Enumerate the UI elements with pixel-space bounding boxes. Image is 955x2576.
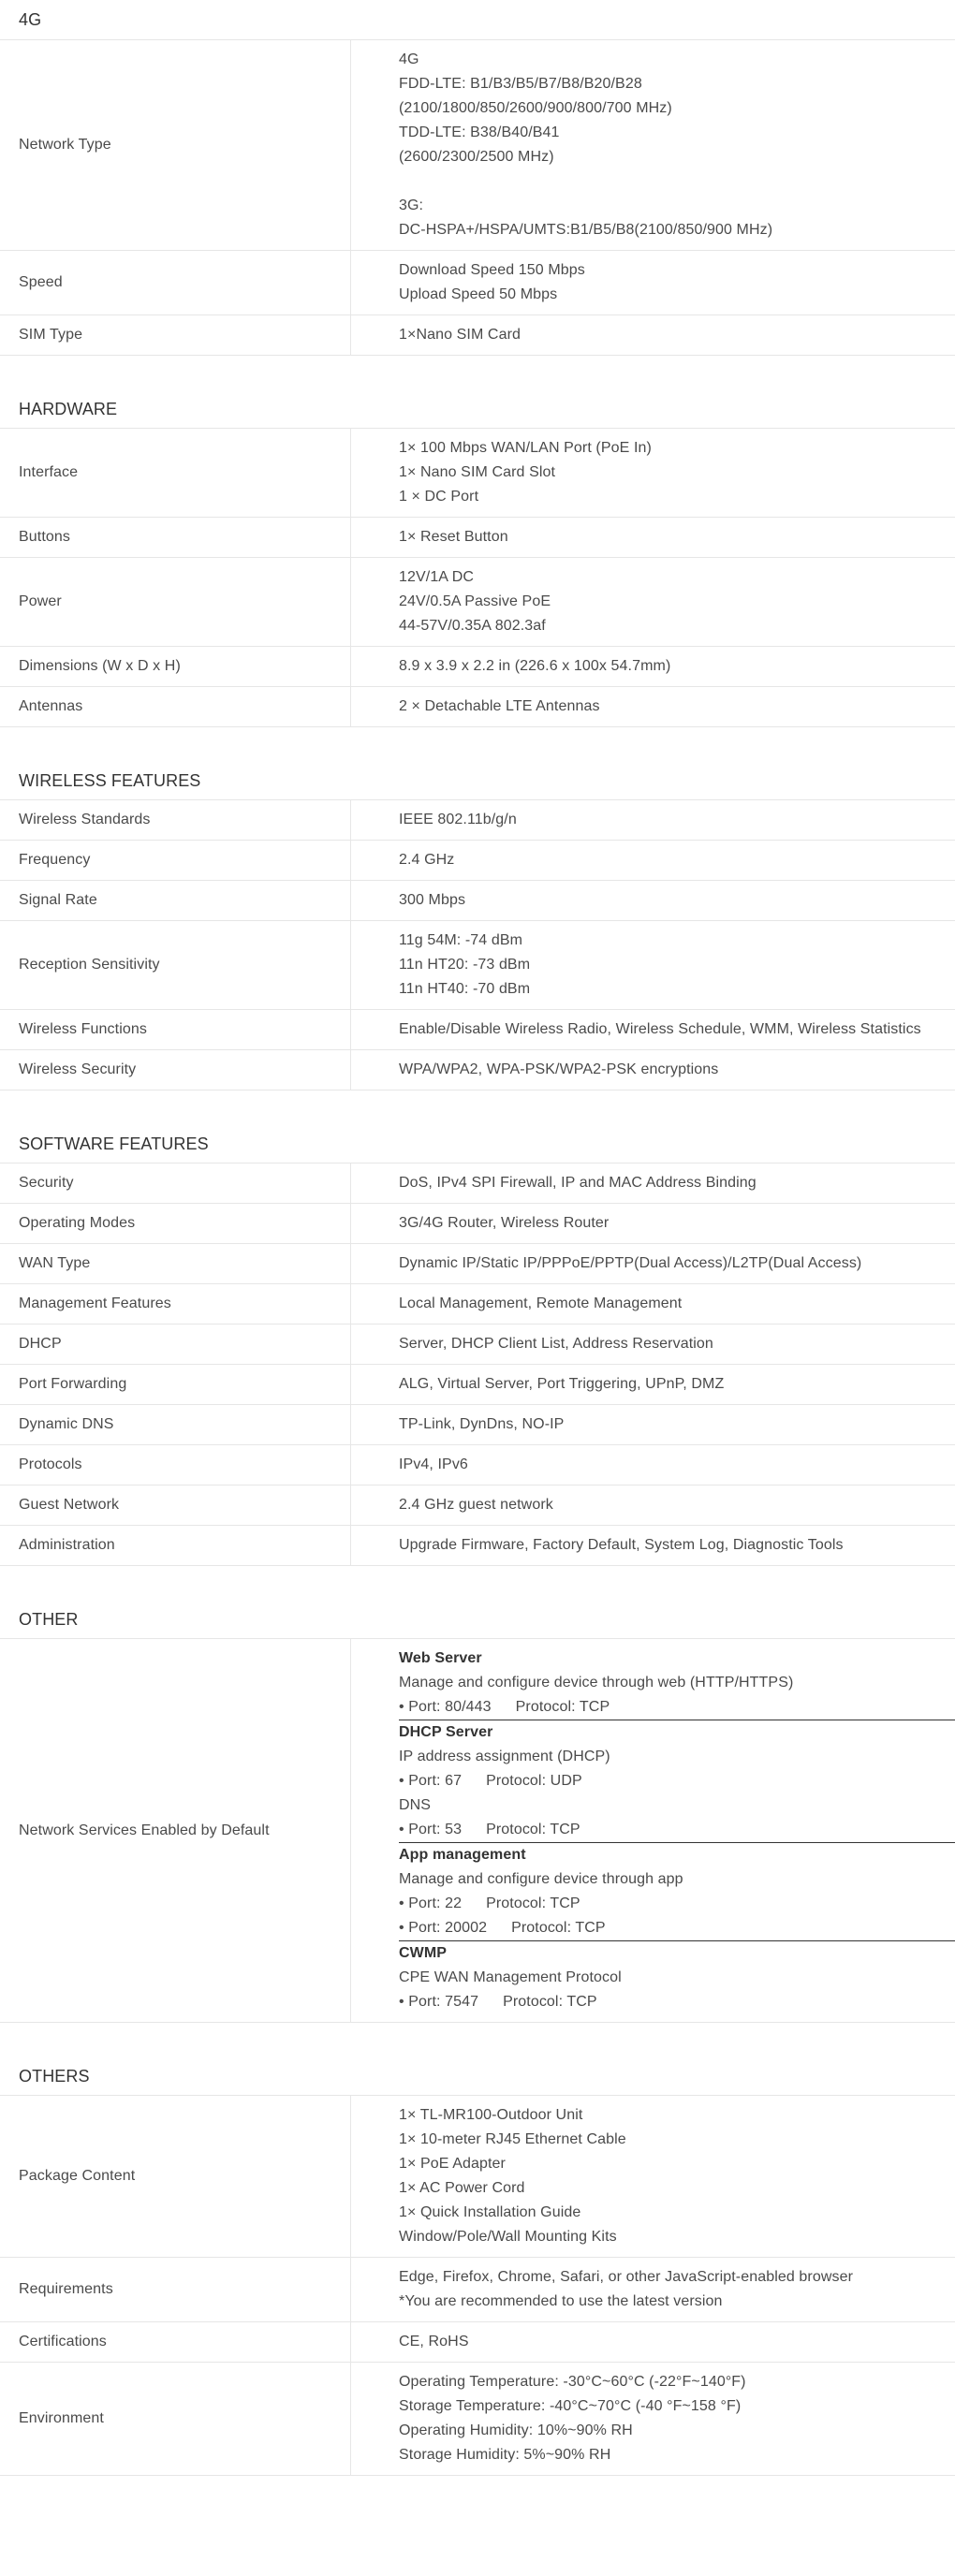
- spec-value: [351, 1526, 955, 1565]
- spec-value: [351, 558, 955, 646]
- blank-line: [399, 169, 955, 194]
- spec-row: [0, 1284, 955, 1325]
- section-gap: [0, 2023, 955, 2057]
- service-description: Manage and configure device through app: [399, 1871, 683, 1887]
- spec-value-line: Operating Humidity: 10%~90% RH: [399, 2422, 633, 2438]
- spec-row: [0, 1445, 955, 1486]
- service-title: Web Server: [399, 1650, 482, 1666]
- spec-value-line: Edge, Firefox, Chrome, Safari, or other JavaScript-enabled browser: [399, 2269, 854, 2285]
- spec-row: [0, 1244, 955, 1284]
- service-port: • Port: 20002: [399, 1920, 488, 1936]
- section-gap: [0, 1090, 955, 1125]
- spec-row: [0, 800, 955, 841]
- spec-value-line: Upgrade Firmware, Factory Default, System Log, Diagnostic Tools: [399, 1537, 844, 1553]
- service-port: • Port: 67: [399, 1773, 463, 1789]
- spec-value: [351, 921, 955, 1009]
- spec-value-line: IPv4, IPv6: [399, 1456, 468, 1472]
- spec-row: [0, 841, 955, 881]
- section-gap: [0, 1566, 955, 1601]
- spec-value-line: 3G/4G Router, Wireless Router: [399, 1215, 610, 1231]
- service-port: • Port: 53: [399, 1822, 463, 1837]
- spec-value-line: 1× AC Power Cord: [399, 2180, 525, 2196]
- spec-row: [0, 251, 955, 315]
- spec-label: Network Services Enabled by Default: [0, 1639, 351, 2022]
- spec-row: [0, 1486, 955, 1526]
- spec-value: [351, 1204, 955, 1243]
- spec-value: [351, 1445, 955, 1485]
- spec-value-line: Storage Humidity: 5%~90% RH: [399, 2447, 611, 2463]
- spec-row: [0, 518, 955, 558]
- spec-row: [0, 558, 955, 647]
- spec-value-line: CE, RoHS: [399, 2334, 469, 2349]
- spec-value-line: 12V/1A DC: [399, 569, 475, 585]
- section-heading: HARDWARE: [0, 390, 955, 429]
- spec-value-line: 11g 54M: -74 dBm: [399, 932, 523, 948]
- section-gap: [0, 356, 955, 390]
- spec-label: WAN Type: [0, 1244, 351, 1283]
- spec-value: [351, 1365, 955, 1404]
- service-block: [399, 1647, 955, 1720]
- spec-value-line: DC-HSPA+/HSPA/UMTS:B1/B5/B8(2100/850/900 MHz): [399, 222, 773, 238]
- spec-value: [351, 1050, 955, 1090]
- spec-value-line: Window/Pole/Wall Mounting Kits: [399, 2229, 617, 2245]
- spec-value-line: TP-Link, DynDns, NO-IP: [399, 1416, 565, 1432]
- spec-row: [0, 315, 955, 356]
- spec-label: Requirements: [0, 2258, 351, 2321]
- spec-value: [351, 841, 955, 880]
- spec-value: [351, 518, 955, 557]
- spec-label: Package Content: [0, 2096, 351, 2257]
- section-heading: SOFTWARE FEATURES: [0, 1125, 955, 1164]
- spec-label: Protocols: [0, 1445, 351, 1485]
- spec-value-line: 2.4 GHz: [399, 852, 455, 868]
- spec-label: Power: [0, 558, 351, 646]
- spec-label: Guest Network: [0, 1486, 351, 1525]
- service-port-line: [399, 1695, 955, 1720]
- spec-value: [351, 2096, 955, 2257]
- spec-label: DHCP: [0, 1325, 351, 1364]
- spec-value-line: 1× 100 Mbps WAN/LAN Port (PoE In): [399, 440, 652, 456]
- spec-value-line: DoS, IPv4 SPI Firewall, IP and MAC Address Binding: [399, 1175, 757, 1191]
- service-protocol: Protocol: TCP: [503, 1994, 597, 2010]
- spec-row: [0, 921, 955, 1010]
- service-block: [399, 1842, 955, 1940]
- spec-value-line: Enable/Disable Wireless Radio, Wireless Schedule, WMM, Wireless Statistics: [399, 1021, 921, 1037]
- spec-value: [351, 1010, 955, 1049]
- spec-value-line: IEEE 802.11b/g/n: [399, 812, 517, 827]
- service-protocol: Protocol: UDP: [486, 1773, 582, 1789]
- spec-value-line: 3G:: [399, 198, 424, 213]
- spec-value-line: Local Management, Remote Management: [399, 1295, 683, 1311]
- spec-value-line: 8.9 x 3.9 x 2.2 in (226.6 x 100x 54.7mm): [399, 658, 671, 674]
- service-description: CPE WAN Management Protocol: [399, 1969, 622, 1985]
- service-title: DHCP Server: [399, 1724, 493, 1740]
- spec-label: Signal Rate: [0, 881, 351, 920]
- service-subtitle: DNS: [399, 1797, 432, 1813]
- service-description: IP address assignment (DHCP): [399, 1749, 610, 1764]
- spec-value-line: ALG, Virtual Server, Port Triggering, UPnP, DMZ: [399, 1376, 725, 1392]
- spec-value-line: 1× Reset Button: [399, 529, 508, 545]
- spec-label: Management Features: [0, 1284, 351, 1324]
- spec-value-line: Upload Speed 50 Mbps: [399, 286, 558, 302]
- spec-label: Antennas: [0, 687, 351, 726]
- spec-value-line: TDD-LTE: B38/B40/B41: [399, 124, 560, 140]
- spec-value: [351, 429, 955, 517]
- spec-value-line: (2100/1800/850/2600/900/800/700 MHz): [399, 100, 672, 116]
- service-protocol: Protocol: TCP: [486, 1822, 580, 1837]
- spec-label: Security: [0, 1164, 351, 1203]
- spec-value-line: 24V/0.5A Passive PoE: [399, 593, 551, 609]
- spec-label: Reception Sensitivity: [0, 921, 351, 1009]
- spec-value-line: Dynamic IP/Static IP/PPPoE/PPTP(Dual Access)/L2TP(Dual Access): [399, 1255, 862, 1271]
- spec-row: [0, 1405, 955, 1445]
- spec-label: Administration: [0, 1526, 351, 1565]
- spec-value: [351, 251, 955, 315]
- spec-value-line: *You are recommended to use the latest version: [399, 2293, 723, 2309]
- spec-value-line: FDD-LTE: B1/B3/B5/B7/B8/B20/B28: [399, 76, 642, 92]
- spec-value: [351, 2258, 955, 2321]
- spec-label: Frequency: [0, 841, 351, 880]
- service-title: App management: [399, 1847, 526, 1863]
- spec-value: [351, 1486, 955, 1525]
- spec-label: Wireless Security: [0, 1050, 351, 1090]
- spec-value: [351, 1325, 955, 1364]
- spec-row: [0, 1164, 955, 1204]
- spec-value: [351, 1244, 955, 1283]
- spec-value: [351, 1639, 955, 2022]
- spec-label: Dimensions (W x D x H): [0, 647, 351, 686]
- spec-value-line: 1× PoE Adapter: [399, 2156, 506, 2172]
- service-port: • Port: 7547: [399, 1994, 479, 2010]
- spec-row: [0, 2322, 955, 2363]
- service-port: • Port: 22: [399, 1895, 463, 1911]
- spec-value-line: 1× Quick Installation Guide: [399, 2204, 581, 2220]
- service-block: [399, 1940, 955, 2014]
- service-block: [399, 1720, 955, 1842]
- spec-label: Interface: [0, 429, 351, 517]
- spec-row: [0, 1204, 955, 1244]
- spec-row: [0, 2363, 955, 2476]
- spec-value-line: 44-57V/0.35A 802.3af: [399, 618, 546, 634]
- spec-label: Wireless Standards: [0, 800, 351, 840]
- spec-value: [351, 1284, 955, 1324]
- spec-label: Operating Modes: [0, 1204, 351, 1243]
- section-heading: OTHER: [0, 1601, 955, 1639]
- spec-row: [0, 1526, 955, 1566]
- spec-value-line: Operating Temperature: -30°C~60°C (-22°F~140°F): [399, 2374, 746, 2390]
- spec-row: [0, 40, 955, 251]
- spec-value: [351, 2322, 955, 2362]
- spec-value-line: 1× 10-meter RJ45 Ethernet Cable: [399, 2131, 626, 2147]
- spec-row: [0, 1365, 955, 1405]
- spec-label: Speed: [0, 251, 351, 315]
- spec-value-line: (2600/2300/2500 MHz): [399, 149, 554, 165]
- spec-row: [0, 1639, 955, 2023]
- section-heading: 4G: [0, 0, 955, 40]
- spec-label: Dynamic DNS: [0, 1405, 351, 1444]
- service-protocol: Protocol: TCP: [486, 1895, 580, 1911]
- spec-label: Environment: [0, 2363, 351, 2475]
- section-gap: [0, 727, 955, 762]
- spec-value: [351, 687, 955, 726]
- spec-value-line: Storage Temperature: -40°C~70°C (-40 °F~158 °F): [399, 2398, 742, 2414]
- spec-row: [0, 687, 955, 727]
- spec-value-line: 1×Nano SIM Card: [399, 327, 522, 343]
- service-port-line: [399, 1892, 955, 1916]
- spec-label: Network Type: [0, 40, 351, 250]
- spec-value-line: 300 Mbps: [399, 892, 466, 908]
- spec-value: [351, 1405, 955, 1444]
- spec-row: [0, 1050, 955, 1090]
- spec-value: [351, 1164, 955, 1203]
- spec-value: [351, 40, 955, 250]
- spec-value: [351, 881, 955, 920]
- spec-label: SIM Type: [0, 315, 351, 355]
- section-heading: WIRELESS FEATURES: [0, 762, 955, 800]
- spec-label: Wireless Functions: [0, 1010, 351, 1049]
- spec-value-line: 1 × DC Port: [399, 489, 479, 505]
- spec-value-line: 1× Nano SIM Card Slot: [399, 464, 556, 480]
- spec-row: [0, 1010, 955, 1050]
- spec-label: Buttons: [0, 518, 351, 557]
- service-port-line: [399, 1990, 955, 2014]
- spec-value-line: 4G: [399, 51, 419, 67]
- spec-row: [0, 1325, 955, 1365]
- spec-value: [351, 647, 955, 686]
- spec-value-line: 2 × Detachable LTE Antennas: [399, 698, 600, 714]
- service-port-line: [399, 1818, 955, 1842]
- spec-row: [0, 647, 955, 687]
- spec-value-line: 11n HT40: -70 dBm: [399, 981, 531, 997]
- service-port: • Port: 80/443: [399, 1699, 492, 1715]
- service-title: CWMP: [399, 1945, 448, 1961]
- spec-value-line: Download Speed 150 Mbps: [399, 262, 585, 278]
- spec-value: [351, 2363, 955, 2475]
- spec-value-line: Server, DHCP Client List, Address Reservation: [399, 1336, 713, 1352]
- spec-value-line: 1× TL-MR100-Outdoor Unit: [399, 2107, 583, 2123]
- service-protocol: Protocol: TCP: [511, 1920, 606, 1936]
- spec-value: [351, 800, 955, 840]
- spec-label: Certifications: [0, 2322, 351, 2362]
- section-heading: OTHERS: [0, 2057, 955, 2096]
- spec-value: [351, 315, 955, 355]
- spec-row: [0, 2096, 955, 2258]
- spec-value-line: 11n HT20: -73 dBm: [399, 957, 531, 973]
- service-description: Manage and configure device through web (HTTP/HTTPS): [399, 1675, 794, 1690]
- service-port-line: [399, 1916, 955, 1940]
- spec-row: [0, 2258, 955, 2322]
- service-port-line: [399, 1769, 955, 1793]
- spec-row: [0, 429, 955, 518]
- spec-label: Port Forwarding: [0, 1365, 351, 1404]
- service-protocol: Protocol: TCP: [515, 1699, 610, 1715]
- spec-row: [0, 881, 955, 921]
- spec-value-line: WPA/WPA2, WPA-PSK/WPA2-PSK encryptions: [399, 1061, 719, 1077]
- spec-value-line: 2.4 GHz guest network: [399, 1497, 553, 1513]
